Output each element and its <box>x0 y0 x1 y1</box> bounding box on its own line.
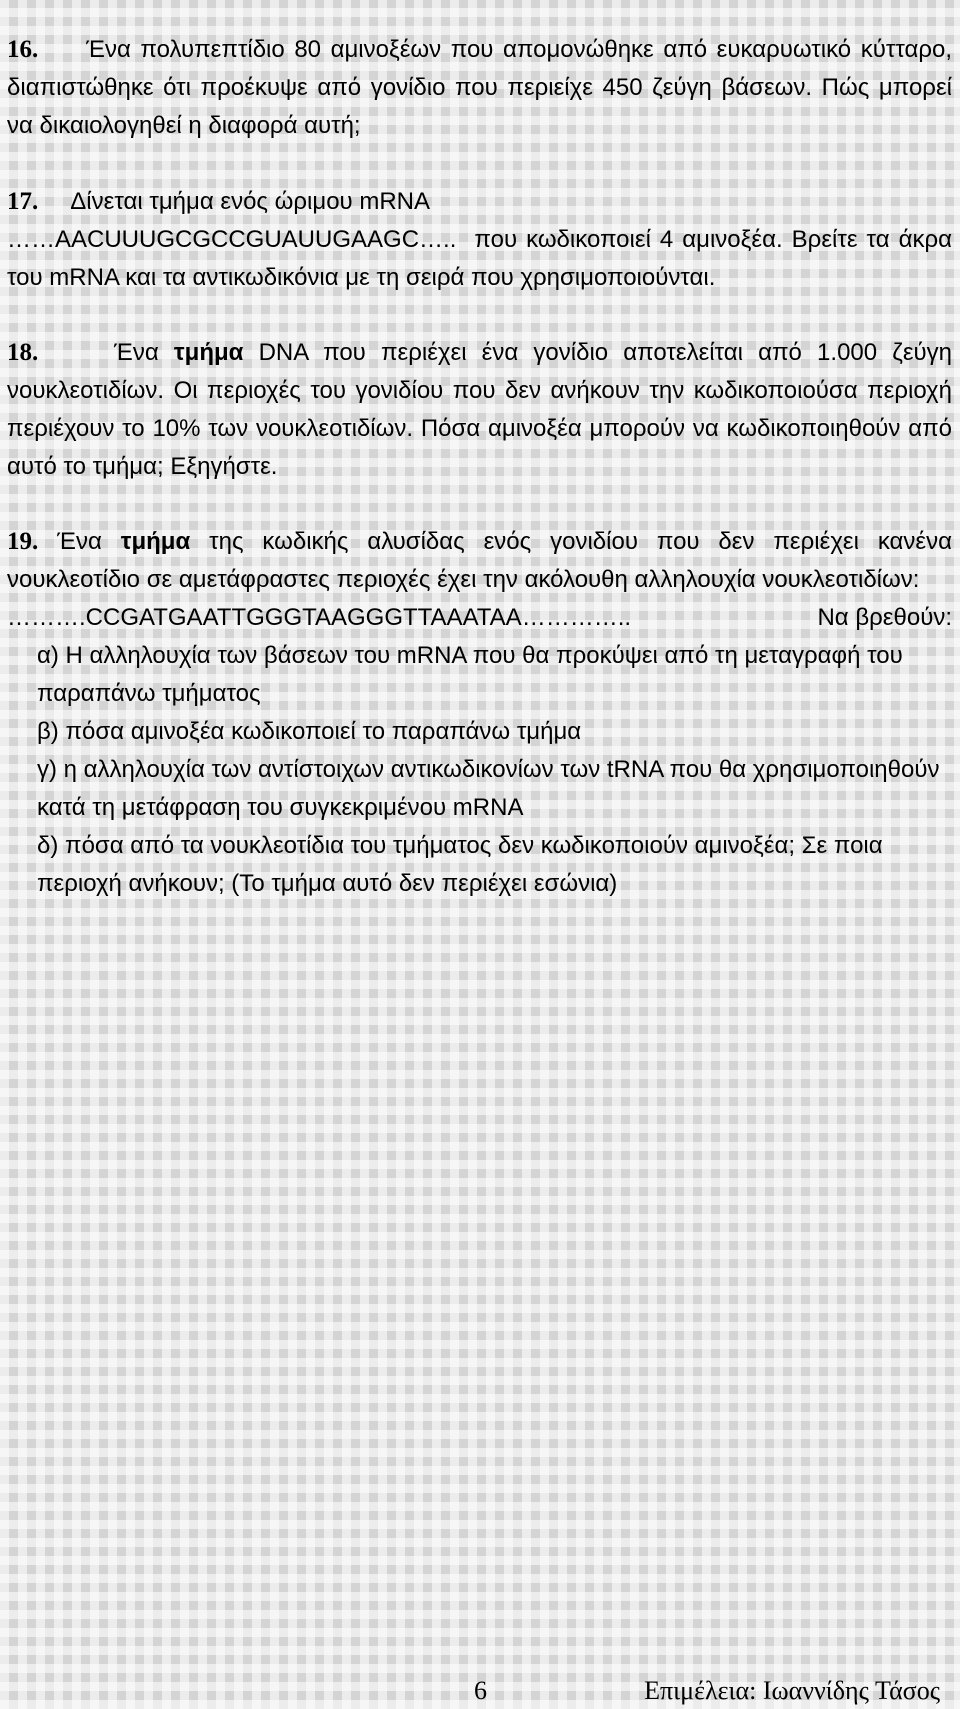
question-17 <box>7 183 952 297</box>
question-18 <box>7 334 952 486</box>
sub-question-b: β) πόσα αμινοξέα κωδικοποιεί το παραπάνω τμήμα <box>37 718 582 745</box>
curator-credit: Επιμέλεια: Ιωαννίδης Τάσος <box>644 1676 940 1705</box>
bold-term: τμήμα <box>120 528 191 555</box>
question-number: 18. <box>7 339 39 366</box>
find-label: Να βρεθούν: <box>817 604 952 631</box>
sub-question-c: γ) η αλληλουχία των αντίστοιχων αντικωδικονίων των tRNA που θα χρησιμοποιηθούν κατά τη μετάφραση του συγκεκριμένου mRNA <box>37 756 940 821</box>
question-pre: Ένα <box>57 528 102 555</box>
question-intro: Δίνεται τμήμα ενός ώριμου mRNA <box>70 188 431 215</box>
question-text: που κωδικοποιεί 4 αμινοξέα. Βρείτε τα άκρα του mRNA και τα αντικωδικόνια με τη σειρά που χρησιμοποιούνται. <box>7 226 952 291</box>
question-19 <box>7 523 952 903</box>
question-number: 17. <box>7 188 39 215</box>
sub-question-d: δ) πόσα από τα νουκλεοτίδια του τμήματος δεν κωδικοποιούν αμινοξέα; Σε ποια περιοχή ανήκουν; (Το τμήμα αυτό δεν περιέχει εσώνια) <box>37 832 883 897</box>
bold-term: τμήμα <box>173 339 244 366</box>
question-text: DNA που περιέχει ένα γονίδιο αποτελείται από 1.000 ζεύγη νουκλεοτιδίων. Οι περιοχές του γονιδίου που δεν ανήκουν την κωδικοποιούσα περιοχή περιέχουν το 10% των νουκλεοτιδίων. Πόσα αμινοξέα μπορούν να κωδικοποιηθούν από αυτό το τμήμα; Εξηγήστε. <box>7 339 953 480</box>
dna-sequence: ……….CCGATGAATTGGGTAAGGGTTAAATAA………….. <box>7 604 632 631</box>
question-pre: Ένα <box>114 339 159 366</box>
page-footer <box>0 1676 960 1709</box>
mrna-sequence: ……AACUUUGCGCCGUAUUGAAGC….. <box>7 226 457 253</box>
sub-questions <box>7 637 952 903</box>
question-number: 19. <box>7 528 39 555</box>
question-number: 16. <box>7 36 39 63</box>
page-number: 6 <box>474 1676 487 1705</box>
question-text: Ένα πολυπεπτίδιο 80 αμινοξέων που απομονώθηκε από ευκαρυωτικό κύτταρο, διαπιστώθηκε ότι προέκυψε από γονίδιο που περιείχε 450 ζεύγη βάσεων. Πώς μπορεί να δικαιολογηθεί η διαφορά αυτή; <box>7 36 952 139</box>
sub-question-a: α) Η αλληλουχία των βάσεων του mRNA που θα προκύψει από τη μεταγραφή του παραπάνω τμήματος <box>37 642 903 707</box>
question-text: της κωδικής αλυσίδας ενός γονιδίου που δεν περιέχει κανένα νουκλεοτίδιο σε αμετάφραστες περιοχές έχει την ακόλουθη αλληλουχία νουκλεοτιδίων: <box>7 528 952 593</box>
question-16 <box>7 31 952 145</box>
